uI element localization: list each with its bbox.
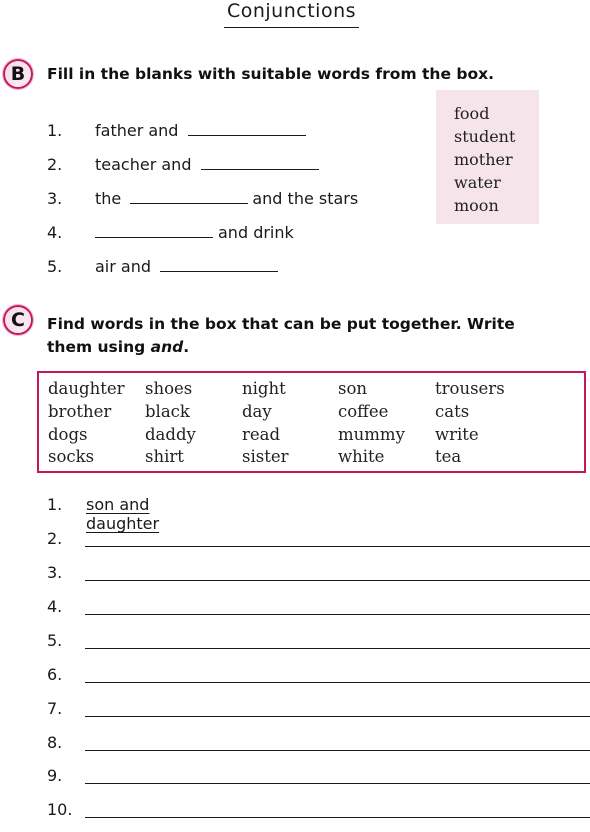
instruction-text: them using <box>47 338 151 356</box>
answer-number: 10. <box>47 800 73 819</box>
answer-line[interactable] <box>85 783 590 784</box>
grid-word: night <box>242 379 286 398</box>
answer-number: 6. <box>47 665 63 684</box>
answer-blank[interactable] <box>188 122 306 136</box>
word-box-word: water <box>454 173 501 192</box>
grid-word: read <box>242 425 281 444</box>
answer-number: 8. <box>47 733 63 752</box>
answer-number: 5. <box>47 631 63 650</box>
grid-word: cats <box>435 402 470 421</box>
item-number: 2. <box>47 155 63 174</box>
item-number: 3. <box>47 189 63 208</box>
item-number: 4. <box>47 223 63 242</box>
grid-word: coffee <box>338 402 389 421</box>
answer-number: 4. <box>47 597 63 616</box>
item-number: 1. <box>47 121 63 140</box>
answer-number: 2. <box>47 529 63 548</box>
grid-word: socks <box>48 447 95 466</box>
answer-line[interactable] <box>85 580 590 581</box>
grid-word: shoes <box>145 379 193 398</box>
item-text-after: and the stars <box>252 189 359 208</box>
grid-word: day <box>242 402 272 421</box>
answer-line[interactable] <box>85 817 590 818</box>
answer-line[interactable] <box>85 546 590 547</box>
section-b-instruction: Fill in the blanks with suitable words from the box. <box>47 65 494 83</box>
grid-word: trousers <box>435 379 505 398</box>
answer-line[interactable] <box>85 682 590 683</box>
grid-word: daddy <box>145 425 196 444</box>
exercise-b-item-5 <box>47 257 278 276</box>
exercise-b-item-4 <box>47 223 294 242</box>
grid-word: daughter <box>48 379 125 398</box>
answer-line[interactable] <box>85 614 590 615</box>
answer-line[interactable] <box>85 648 590 649</box>
grid-word: son <box>338 379 368 398</box>
grid-word: white <box>338 447 385 466</box>
instruction-emphasis: and <box>150 338 184 356</box>
answer-line[interactable] <box>85 716 590 717</box>
grid-word: mummy <box>338 425 405 444</box>
section-c-badge: C <box>3 305 33 335</box>
item-text-after: and drink <box>218 223 294 242</box>
grid-word: sister <box>242 447 289 466</box>
grid-word: write <box>435 425 479 444</box>
item-text: the <box>95 189 122 208</box>
word-box-word: mother <box>454 150 513 169</box>
grid-word: black <box>145 402 190 421</box>
exercise-b-item-1 <box>47 121 306 140</box>
item-text: father and <box>95 121 179 140</box>
grid-word: tea <box>435 447 462 466</box>
answer-number: 1. <box>47 495 63 514</box>
answer-number: 7. <box>47 699 63 718</box>
grid-word: dogs <box>48 425 88 444</box>
exercise-b-item-3 <box>47 189 358 208</box>
title-underline <box>224 27 359 28</box>
answer-blank[interactable] <box>95 224 213 238</box>
instruction-text: . <box>183 338 190 356</box>
answer-blank[interactable] <box>201 156 319 170</box>
answer-blank[interactable] <box>130 190 248 204</box>
word-box-b <box>436 90 539 224</box>
answer-text[interactable]: son and daughter <box>86 495 160 533</box>
exercise-b-item-2 <box>47 155 319 174</box>
section-b-badge: B <box>3 59 33 89</box>
answer-number: 9. <box>47 766 63 785</box>
word-box-word: moon <box>454 196 499 215</box>
item-number: 5. <box>47 257 63 276</box>
section-c-instruction-line2 <box>47 336 189 358</box>
item-text: teacher and <box>95 155 192 174</box>
answer-line[interactable] <box>85 750 590 751</box>
word-box-word: student <box>454 127 516 146</box>
grid-word: brother <box>48 402 112 421</box>
answer-number: 3. <box>47 563 63 582</box>
grid-word: shirt <box>145 447 184 466</box>
page-title: Conjunctions <box>226 0 357 22</box>
item-text: air and <box>95 257 152 276</box>
word-box-word: food <box>454 104 490 123</box>
section-c-instruction-line1: Find words in the box that can be put together. Write <box>47 315 515 333</box>
answer-blank[interactable] <box>160 258 278 272</box>
word-grid-box <box>37 371 586 473</box>
